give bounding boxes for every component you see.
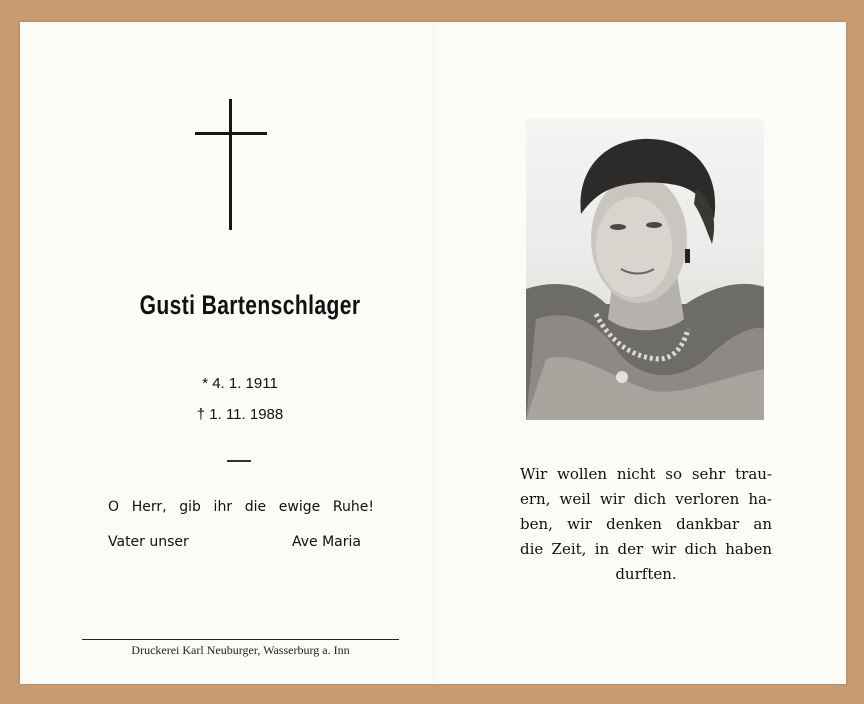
separator-dash [227,460,251,462]
death-date: † 1. 11. 1988 [196,406,284,423]
poem-line: ben, wir denken dankbar an [520,515,772,533]
cross-vertical-bar [229,99,232,230]
poem-line: ern, weil wir dich verloren ha- [520,490,772,508]
poem-text [520,462,772,587]
portrait-photo [526,119,764,420]
poem-line: die Zeit, in der wir dich haben [520,540,772,558]
memorial-card [20,22,846,684]
prayer-text: O Herr, gib ihr die ewige Ruhe! [108,499,374,515]
printer-rule [82,639,399,640]
card-fold [433,22,434,684]
deceased-name: Gusti Bartenschlager [139,290,361,320]
prayer-ave-maria: Ave Maria [292,534,361,550]
poem-line: Wir wollen nicht so sehr trau- [520,465,772,483]
prayer-vater-unser: Vater unser [108,534,189,550]
cross-horizontal-bar [195,132,267,135]
printer-imprint: Druckerei Karl Neuburger, Wasserburg a. Inn [131,643,350,657]
birth-date: * 4. 1. 1911 [202,375,278,392]
poem-line: durften. [615,565,677,583]
